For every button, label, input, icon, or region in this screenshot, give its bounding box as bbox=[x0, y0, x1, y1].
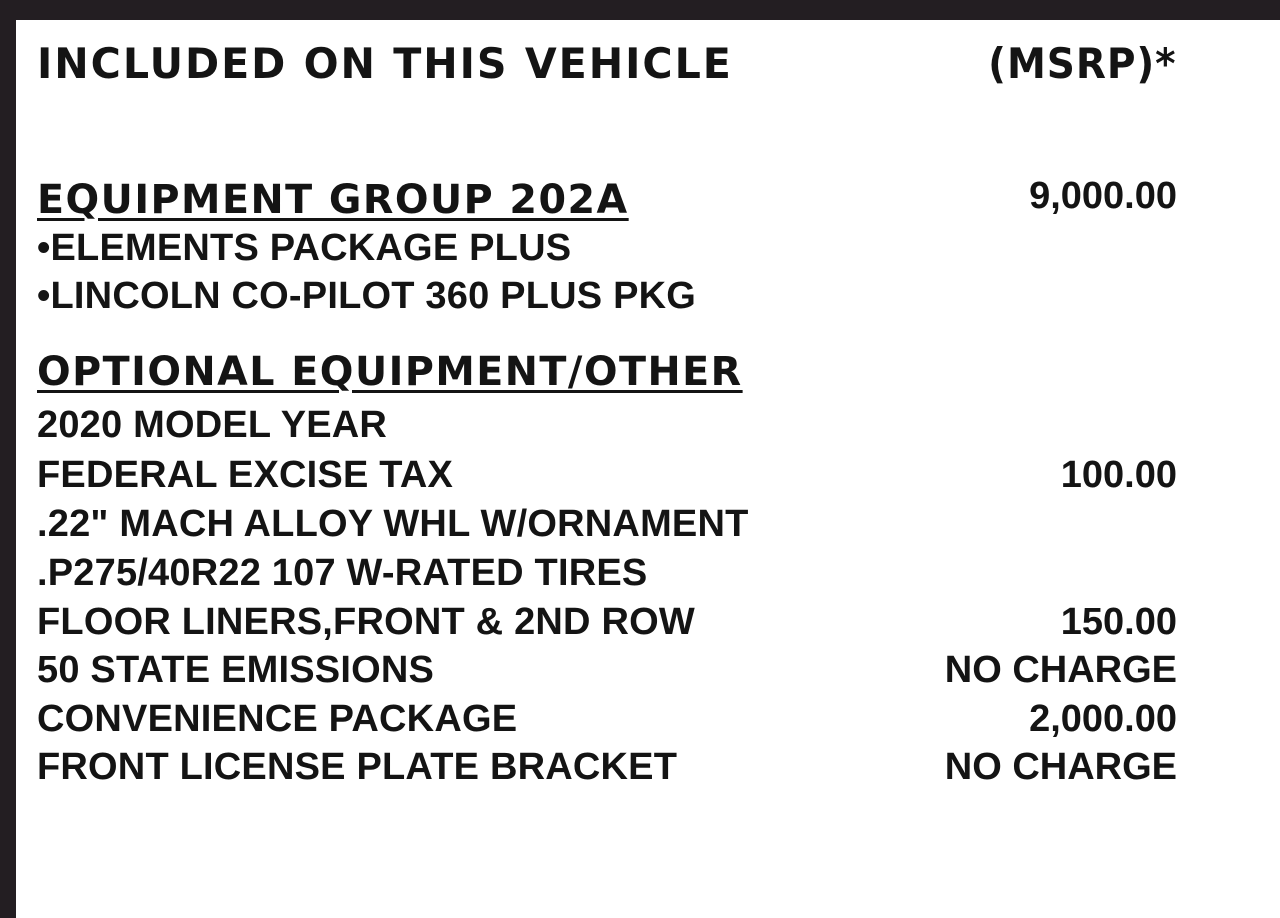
left-border bbox=[0, 0, 16, 918]
list-item bbox=[37, 224, 1177, 272]
package-item-label: •LINCOLN CO-PILOT 360 PLUS PKG bbox=[37, 275, 697, 317]
list-item bbox=[37, 549, 1177, 597]
option-price: 100.00 bbox=[1060, 454, 1177, 496]
equipment-group-section bbox=[37, 175, 1177, 328]
list-item bbox=[37, 500, 1177, 548]
window-sticker-options bbox=[37, 20, 1177, 918]
list-item bbox=[37, 272, 1177, 320]
options-header bbox=[37, 39, 1177, 88]
option-label: .22" MACH ALLOY WHL W/ORNAMENT bbox=[37, 503, 749, 545]
option-label: FEDERAL EXCISE TAX bbox=[37, 454, 454, 496]
optional-equipment-section bbox=[37, 350, 1177, 810]
list-item bbox=[37, 646, 1177, 694]
option-label: .P275/40R22 107 W-RATED TIRES bbox=[37, 552, 648, 594]
equipment-group-heading-row bbox=[37, 175, 1177, 223]
optional-equipment-heading: OPTIONAL EQUIPMENT/OTHER bbox=[37, 349, 743, 395]
option-label: 50 STATE EMISSIONS bbox=[37, 649, 435, 691]
equipment-group-heading: EQUIPMENT GROUP 202A bbox=[37, 177, 629, 223]
msrp-column-heading: (MSRP)* bbox=[988, 39, 1177, 88]
option-price: NO CHARGE bbox=[944, 746, 1177, 788]
option-label: CONVENIENCE PACKAGE bbox=[37, 698, 518, 740]
package-item-label: •ELEMENTS PACKAGE PLUS bbox=[37, 227, 572, 269]
option-price: NO CHARGE bbox=[944, 649, 1177, 691]
equipment-group-price: 9,000.00 bbox=[1029, 175, 1177, 217]
option-price: 2,000.00 bbox=[1029, 698, 1177, 740]
optional-equipment-heading-row bbox=[37, 350, 1177, 394]
option-price: 150.00 bbox=[1060, 601, 1177, 643]
option-label: 2020 MODEL YEAR bbox=[37, 404, 388, 446]
list-item bbox=[37, 401, 1177, 449]
top-border bbox=[0, 0, 1280, 20]
list-item bbox=[37, 743, 1177, 791]
header-title: INCLUDED ON THIS VEHICLE bbox=[37, 39, 733, 88]
list-item bbox=[37, 695, 1177, 743]
list-item bbox=[37, 598, 1177, 646]
option-label: FLOOR LINERS,FRONT & 2ND ROW bbox=[37, 601, 695, 643]
list-item bbox=[37, 451, 1177, 499]
option-label: FRONT LICENSE PLATE BRACKET bbox=[37, 746, 678, 788]
